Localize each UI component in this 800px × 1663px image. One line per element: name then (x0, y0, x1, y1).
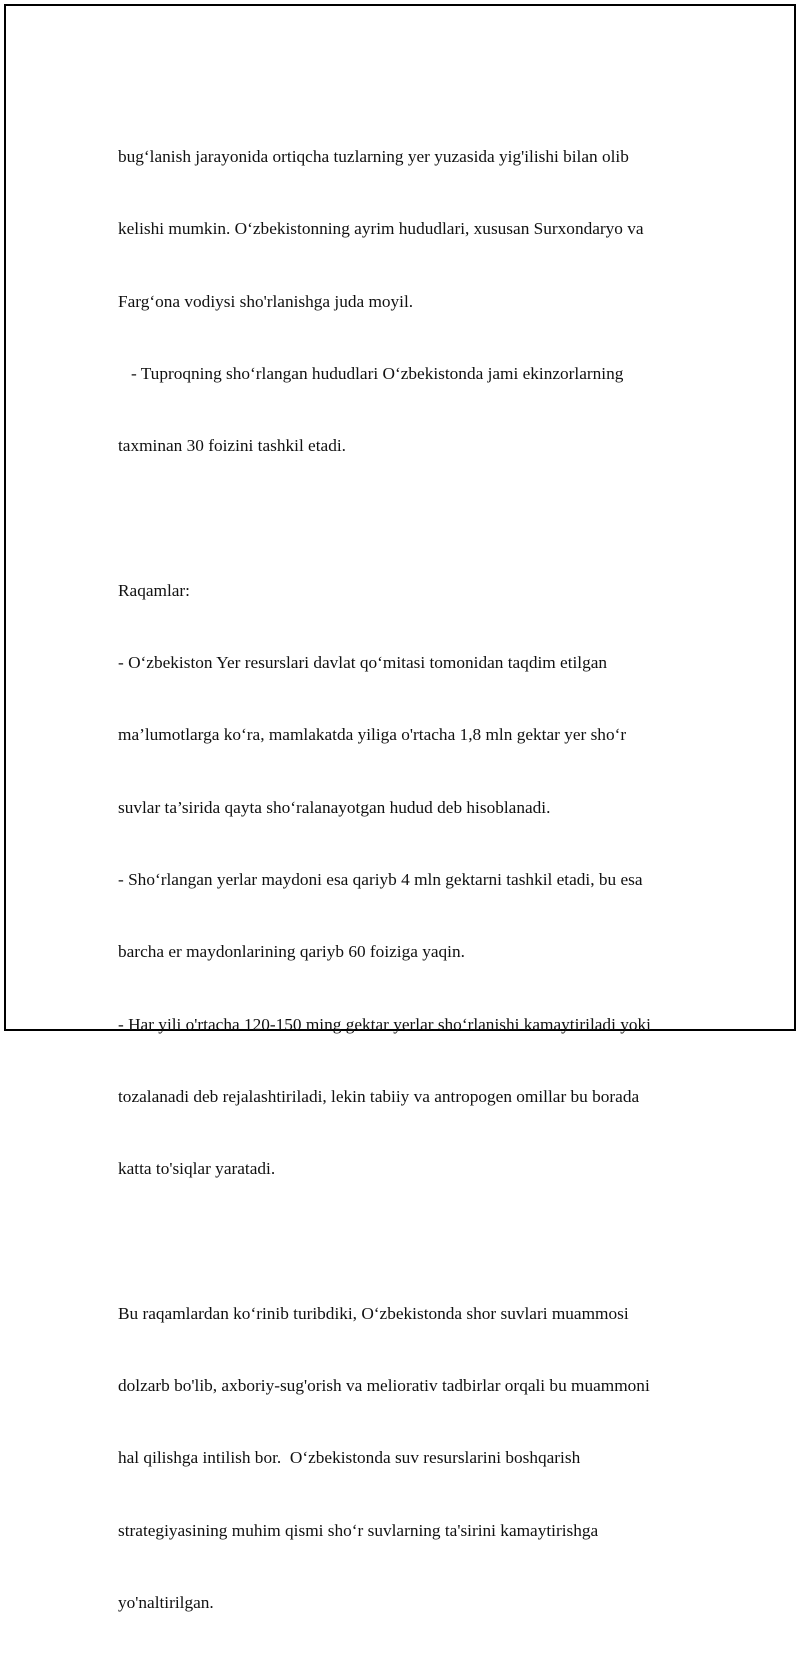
blank-line (118, 1229, 708, 1253)
text-line: Bu raqamlardan ko‘rinib turibdiki, O‘zbekistonda shor suvlari muammosi (118, 1303, 629, 1323)
text-line: taxminan 30 foizini tashkil etadi. (118, 436, 346, 456)
text-line: suvlar ta’sirida qayta sho‘ralanayotgan hudud deb hisoblanadi. (118, 797, 551, 817)
text-line: ma’lumotlarga ko‘ra, mamlakatda yiliga o'rtacha 1,8 mln gektar yer sho‘r (118, 725, 627, 745)
text-line: - Tuproqning sho‘rlangan hududlari O‘zbekistonda jami ekinzorlarning (118, 364, 624, 384)
text-line: yo'naltirilgan. (118, 1592, 214, 1612)
text-line: bug‘lanish jarayonida ortiqcha tuzlarning yer yuzasida yig'ilishi bilan olib (118, 147, 629, 167)
text-line: kelishi mumkin. O‘zbekistonning ayrim hududlari, xususan Surxondaryo va (118, 219, 644, 239)
text-line: strategiyasining muhim qismi sho‘r suvlarning ta'sirini kamaytirishga (118, 1520, 599, 1540)
text-line: tozalanadi deb rejalashtiriladi, lekin tabiiy va antropogen omillar bu borada (118, 1086, 640, 1106)
text-line: - Sho‘rlangan yerlar maydoni esa qariyb 4 mln gektarni tashkil etadi, bu esa (118, 870, 643, 889)
section-heading: Raqamlar: (118, 580, 190, 600)
document-body (118, 97, 708, 1663)
blank-line (118, 507, 708, 531)
text-line: katta to'siqlar yaratadi. (118, 1159, 276, 1179)
text-line: - O‘zbekiston Yer resurslari davlat qo‘mitasi tomonidan taqdim etilgan (118, 653, 608, 673)
text-line: hal qilishga intilish bor. O‘zbekistonda suv resurslarini boshqarish (118, 1448, 581, 1468)
text-line: - Har yili o'rtacha 120-150 ming gektar yerlar sho‘rlanishi kamaytiriladi yoki (118, 1014, 651, 1034)
text-line: barcha er maydonlarining qariyb 60 foiziga yaqin. (118, 942, 465, 962)
text-line: dolzarb bo'lib, axboriy-sug'orish va meliorativ tadbirlar orqali bu muammoni (118, 1375, 650, 1395)
page-frame (4, 4, 796, 1612)
text-line: Farg‘ona vodiysi sho'rlanishga juda moyil. (118, 291, 414, 311)
